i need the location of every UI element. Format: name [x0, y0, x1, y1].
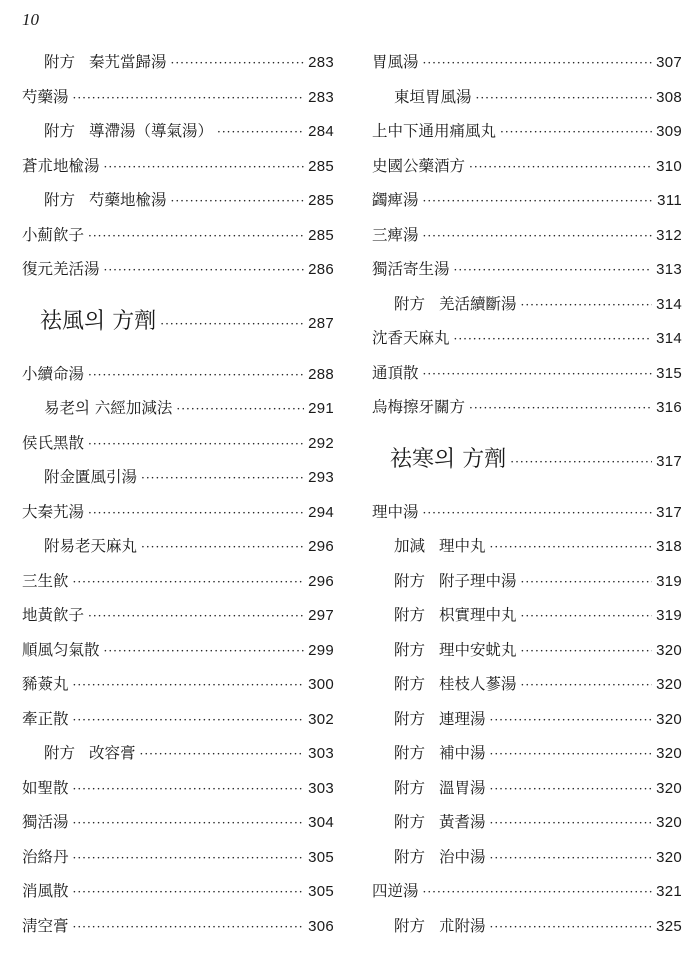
toc-entry	[372, 188, 682, 223]
dot-leader	[73, 920, 305, 934]
dot-leader	[73, 575, 305, 589]
toc-page-number: 296	[308, 538, 334, 555]
toc-entry-title-text: 芍藥湯	[22, 87, 69, 106]
dot-leader	[423, 367, 653, 381]
dot-leader	[500, 125, 652, 139]
toc-entry	[22, 362, 334, 397]
toc-entry-title	[22, 638, 100, 660]
toc-entry-title	[44, 119, 213, 141]
toc-page-number: 304	[308, 814, 334, 831]
toc-entry	[372, 85, 682, 120]
toc-entry	[22, 914, 334, 949]
toc-entry	[22, 465, 334, 500]
toc-entry-title	[372, 50, 419, 72]
dot-leader	[454, 263, 653, 277]
toc-entry-title-text: 史國公藥酒方	[372, 156, 466, 175]
dot-leader	[104, 160, 305, 174]
dot-leader	[73, 885, 305, 899]
dot-leader	[490, 782, 653, 796]
toc-entry	[22, 638, 334, 673]
toc-entry	[372, 534, 682, 569]
toc-entry	[372, 776, 682, 811]
toc-page-number: 325	[656, 917, 682, 935]
toc-entry-title-text: 附易老天麻丸	[44, 537, 138, 555]
dot-leader	[141, 471, 304, 485]
toc-page-number: 320	[656, 848, 682, 866]
toc-entry-tag: 附方	[44, 744, 76, 762]
toc-entry-title	[22, 914, 69, 936]
toc-entry-title-text: 祛風의 方劑	[40, 308, 157, 334]
dot-leader	[423, 229, 653, 243]
toc-page-number: 318	[656, 538, 682, 555]
toc-page-number: 285	[308, 192, 334, 209]
dot-leader	[423, 194, 654, 208]
toc-entry-tag: 附方	[394, 916, 426, 935]
toc-entry-title-text: 秦艽當歸湯	[89, 53, 167, 71]
toc-entry	[22, 879, 334, 914]
toc-entry	[22, 776, 334, 811]
toc-page-number: 284	[308, 123, 334, 140]
toc-entry	[22, 845, 334, 880]
dot-leader	[217, 125, 304, 139]
toc-entry-tag: 附方	[394, 744, 426, 762]
dot-leader	[490, 713, 653, 727]
toc-entry-title-text: 烏梅擦牙關方	[372, 398, 466, 416]
toc-entry-title-text: 淸空膏	[22, 916, 69, 935]
toc-entry	[22, 119, 334, 154]
toc-page-number: 294	[308, 503, 334, 521]
toc-page-number: 310	[656, 157, 682, 175]
toc-entry-title-text: 三生飮	[22, 571, 69, 590]
toc-left-column	[22, 50, 334, 948]
toc-entry-title-text: 連理湯	[439, 709, 486, 728]
toc-page-number: 308	[656, 88, 682, 106]
toc-page-number: 319	[656, 572, 682, 590]
toc-entry-title-text: 侯氏黑散	[22, 433, 85, 452]
dot-leader	[521, 609, 653, 623]
toc-entry-title-text: 導滯湯（導氣湯）	[89, 122, 214, 140]
dot-leader	[521, 298, 653, 312]
toc-entry-tag: 附方	[394, 294, 426, 313]
toc-page-number: 316	[656, 399, 682, 416]
toc-entry-title-text: 治中湯	[439, 847, 486, 866]
toc-entry-title-text: 改容膏	[89, 744, 136, 762]
dot-leader	[73, 713, 305, 727]
toc-entry-title-text: 芍藥地楡湯	[89, 191, 167, 209]
toc-entry-title-text: 獨活湯	[22, 813, 69, 831]
toc-entry-title	[22, 257, 100, 279]
toc-page-number: 313	[656, 261, 682, 278]
toc-entry	[22, 741, 334, 776]
toc-entry-tag: 附方	[394, 813, 426, 831]
toc-entry-title-text: 豨薟丸	[22, 675, 69, 693]
toc-entry-tag: 加減	[394, 537, 426, 555]
toc-entry-title-text: 理中丸	[439, 537, 486, 555]
toc-entry-title	[44, 50, 167, 72]
toc-page-number: 299	[308, 641, 334, 659]
toc-entry	[372, 603, 682, 638]
toc-entry-tag: 附方	[394, 675, 426, 693]
toc-entry-title-text: 朮附湯	[439, 916, 486, 935]
toc-entry	[372, 223, 682, 258]
toc-entry-title-text: 大秦艽湯	[22, 502, 85, 521]
toc-entry	[372, 845, 682, 880]
toc-entry	[22, 534, 334, 569]
toc-entry	[372, 672, 682, 707]
dot-leader	[490, 816, 653, 830]
toc-entry-title	[44, 188, 167, 210]
toc-entry-title-text: 通頂散	[372, 363, 419, 382]
dot-leader	[476, 91, 653, 105]
toc-entry-title	[394, 672, 517, 694]
toc-entry-title	[22, 223, 84, 245]
toc-entry-title-text: 理中安蚘丸	[439, 640, 517, 659]
toc-entry-tag: 附方	[44, 122, 76, 140]
toc-entry-title-text: 枳實理中丸	[439, 606, 517, 624]
toc-entry	[372, 361, 682, 396]
toc-entry-title	[22, 431, 84, 453]
toc-entry-title-text: 消風散	[22, 882, 69, 900]
toc-entry	[22, 672, 334, 707]
toc-page-number: 320	[656, 710, 682, 728]
toc-entry	[372, 257, 682, 292]
toc-entry-tag: 附方	[394, 640, 426, 659]
toc-entry-title	[394, 914, 486, 936]
toc-entry-title	[22, 672, 69, 694]
toc-entry-tag: 附方	[394, 709, 426, 728]
toc-entry	[372, 154, 682, 189]
toc-section-heading	[372, 442, 682, 480]
toc-entry-title-text: 地黃飮子	[22, 606, 85, 624]
toc-entry-title-text: 桂枝人蔘湯	[439, 675, 517, 693]
toc-entry-title	[22, 569, 69, 591]
dot-leader	[73, 851, 305, 865]
dot-leader	[171, 56, 305, 70]
toc-entry-title-text: 附子理中湯	[439, 571, 517, 590]
toc-page-number: 305	[308, 883, 334, 900]
toc-entry	[372, 292, 682, 327]
toc-entry-title-text: 羌活續斷湯	[439, 294, 517, 313]
toc-entry-tag: 附方	[394, 778, 426, 797]
toc-entry-title	[22, 603, 84, 625]
dot-leader	[141, 540, 304, 554]
toc-entry-title	[394, 534, 486, 556]
toc-entry	[372, 638, 682, 673]
toc-page-number: 302	[308, 710, 334, 728]
dot-leader	[521, 678, 653, 692]
toc-entry	[22, 223, 334, 258]
toc-entry-tag: 附方	[394, 571, 426, 590]
toc-page-number: 297	[308, 607, 334, 624]
dot-leader	[171, 194, 305, 208]
dot-leader	[88, 609, 304, 623]
toc-entry-title	[44, 396, 172, 418]
toc-entry-title	[44, 465, 137, 487]
dot-leader	[521, 644, 653, 658]
dot-leader	[423, 506, 653, 520]
toc-page-number: 320	[656, 814, 682, 831]
toc-entry-title-text: 東垣胃風湯	[394, 87, 472, 106]
toc-page-number: 306	[308, 917, 334, 935]
toc-entry	[372, 500, 682, 535]
toc-entry	[22, 154, 334, 189]
toc-entry-title-text: 蠲痺湯	[372, 191, 419, 209]
toc-entry-title-text: 沈香天麻丸	[372, 329, 450, 347]
toc-entry-title-text: 黃耆湯	[439, 813, 486, 831]
toc-entry	[22, 603, 334, 638]
dot-leader	[88, 506, 304, 520]
toc-entry	[22, 50, 334, 85]
toc-page-number: 309	[656, 123, 682, 140]
toc-entry-title	[22, 304, 156, 335]
toc-page-number: 320	[656, 676, 682, 693]
toc-entry-title	[372, 257, 450, 279]
toc-entry-title-text: 祛寒의 方劑	[390, 446, 507, 472]
toc-entry	[22, 810, 334, 845]
toc-entry-title	[372, 500, 419, 522]
toc-entry	[372, 879, 682, 914]
dot-leader	[73, 782, 305, 796]
toc-entry	[372, 395, 682, 430]
toc-page-number: 314	[656, 295, 682, 313]
toc-section-heading	[22, 304, 334, 342]
toc-entry-title-text: 復元羌活湯	[22, 260, 100, 278]
toc-page-number: 288	[308, 365, 334, 383]
toc-entry-title	[22, 85, 69, 107]
toc-entry-title	[22, 879, 69, 901]
toc-entry	[22, 85, 334, 120]
toc-entry-title	[372, 188, 419, 210]
toc-page-number: 315	[656, 364, 682, 382]
toc-entry-tag: 附方	[394, 847, 426, 866]
toc-entry-title	[394, 707, 486, 729]
toc-entry-title	[372, 154, 465, 176]
toc-entry-title	[372, 326, 450, 348]
toc-page-number: 285	[308, 226, 334, 244]
toc-entry	[372, 50, 682, 85]
toc-entry-title	[394, 569, 517, 591]
toc-entry-title-text: 小薊飮子	[22, 225, 85, 244]
toc-entry-title	[44, 534, 137, 556]
toc-entry-title	[372, 395, 465, 417]
toc-entry	[22, 500, 334, 535]
toc-page-number: 303	[308, 745, 334, 762]
toc-entry	[372, 810, 682, 845]
toc-right-column	[372, 50, 682, 948]
dot-leader	[490, 747, 653, 761]
dot-leader	[88, 437, 304, 451]
toc-entry-title-text: 獨活寄生湯	[372, 260, 450, 278]
toc-page-number: 283	[308, 88, 334, 106]
dot-leader	[490, 851, 653, 865]
toc-entry	[372, 741, 682, 776]
toc-entry-title-text: 小續命湯	[22, 364, 85, 383]
dot-leader	[469, 160, 652, 174]
toc-page-number: 305	[308, 848, 334, 866]
toc-page-number: 286	[308, 261, 334, 278]
toc-entry-title	[394, 776, 486, 798]
toc-entry-title	[394, 741, 486, 763]
toc-page-number: 320	[656, 745, 682, 762]
toc-entry-title	[394, 810, 486, 832]
dot-leader	[104, 644, 305, 658]
page-number: 10	[22, 10, 39, 29]
toc-entry-title	[22, 707, 69, 729]
toc-entry-title-text: 蒼朮地楡湯	[22, 156, 100, 175]
toc-page-number: 317	[656, 452, 682, 470]
toc-entry-title	[372, 879, 419, 901]
dot-leader	[490, 540, 653, 554]
toc-entry	[22, 569, 334, 604]
toc-entry-title-text: 如聖散	[22, 778, 69, 797]
toc-entry-title	[394, 85, 472, 107]
toc-page-number: 321	[656, 883, 682, 900]
dot-leader	[88, 368, 304, 382]
toc-entry-title	[394, 292, 517, 314]
toc-entry-title	[394, 638, 517, 660]
toc-entry-title	[372, 119, 496, 141]
dot-leader	[73, 91, 305, 105]
toc-entry-title	[394, 845, 486, 867]
dot-leader	[104, 263, 305, 277]
toc-entry	[372, 569, 682, 604]
dot-leader	[490, 920, 653, 934]
toc-entry	[372, 119, 682, 154]
dot-leader	[521, 575, 653, 589]
toc-entry	[22, 188, 334, 223]
toc-entry-title-text: 附金匱風引湯	[44, 468, 138, 486]
toc-entry-title-text: 治絡丹	[22, 847, 69, 866]
dot-leader	[73, 678, 305, 692]
toc-page-number: 283	[308, 54, 334, 71]
toc-entry-title-text: 胃風湯	[372, 53, 419, 71]
toc-entry-title-text: 四逆湯	[372, 882, 419, 900]
toc-page-number: 314	[656, 330, 682, 347]
toc-page-number: 293	[308, 469, 334, 486]
toc-page-number: 292	[308, 434, 334, 452]
dot-leader	[88, 229, 304, 243]
toc-entry	[372, 914, 682, 949]
toc-entry-title	[22, 776, 69, 798]
dot-leader	[423, 56, 653, 70]
toc-entry	[22, 257, 334, 292]
dot-leader	[423, 885, 653, 899]
toc-page-number: 312	[656, 226, 682, 244]
toc-entry-title	[372, 223, 419, 245]
toc-entry-title-text: 上中下通用痛風丸	[372, 122, 497, 140]
toc-page-number: 291	[308, 400, 334, 417]
toc-page-number: 296	[308, 572, 334, 590]
dot-leader	[73, 816, 305, 830]
toc-page-number: 320	[656, 641, 682, 659]
toc-entry	[22, 707, 334, 742]
dot-leader	[176, 402, 304, 416]
dot-leader	[140, 747, 305, 761]
toc-entry-tag: 附方	[394, 606, 426, 624]
toc-entry-title	[394, 603, 517, 625]
dot-leader	[510, 455, 652, 469]
toc-page-number: 300	[308, 676, 334, 693]
dot-leader	[454, 332, 653, 346]
toc-entry-tag: 附方	[44, 53, 76, 71]
toc-entry-title	[22, 362, 84, 384]
toc-page-number: 311	[657, 192, 682, 209]
toc-entry-title-text: 溫胃湯	[439, 778, 486, 797]
toc-page-number: 303	[308, 779, 334, 797]
toc-page-number: 319	[656, 607, 682, 624]
toc-entry-title-text: 理中湯	[372, 502, 419, 521]
toc-entry-title-text: 易老의 六經加減法	[44, 399, 173, 417]
toc-entry-tag: 附方	[44, 191, 76, 209]
toc-page-number: 317	[656, 503, 682, 521]
toc-entry-title	[372, 442, 506, 473]
toc-page-number: 285	[308, 157, 334, 175]
dot-leader	[160, 317, 304, 331]
toc-entry-title-text: 牽正散	[22, 709, 69, 728]
toc-entry-title	[44, 741, 136, 763]
toc-entry-title	[22, 845, 69, 867]
toc-entry	[372, 707, 682, 742]
toc-entry-title-text: 三痺湯	[372, 225, 419, 244]
toc-page-number: 320	[656, 779, 682, 797]
toc-entry-title	[22, 500, 84, 522]
toc-entry-title	[22, 810, 69, 832]
toc-entry-title-text: 補中湯	[439, 744, 486, 762]
toc-entry	[22, 431, 334, 466]
toc-page-number: 307	[656, 54, 682, 71]
toc-entry	[22, 396, 334, 431]
toc-entry	[372, 326, 682, 361]
toc-entry-title	[372, 361, 419, 383]
toc-entry-title-text: 順風匀氣散	[22, 640, 100, 659]
toc-entry-title	[22, 154, 100, 176]
dot-leader	[469, 401, 652, 415]
toc-page-number: 287	[308, 314, 334, 332]
